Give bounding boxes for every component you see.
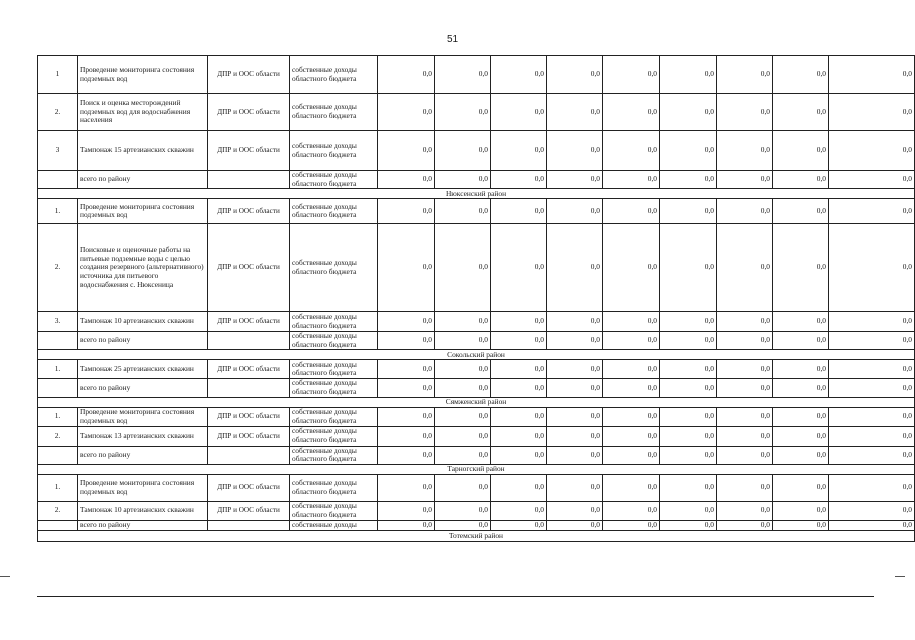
district-heading-row bbox=[38, 530, 915, 541]
funding-value: 0,0 bbox=[660, 224, 717, 312]
funding-value: 0,0 bbox=[660, 94, 717, 131]
funding-value: 0,0 bbox=[773, 56, 829, 94]
funding-value: 0,0 bbox=[435, 199, 491, 224]
measure-name: Тампонаж 25 артезианских скважин bbox=[78, 360, 208, 379]
funding-value: 0,0 bbox=[491, 332, 547, 350]
funding-value: 0,0 bbox=[378, 474, 435, 501]
funding-value: 0,0 bbox=[773, 224, 829, 312]
funding-value: 0,0 bbox=[378, 312, 435, 332]
funding-value: 0,0 bbox=[773, 520, 829, 530]
funding-value: 0,0 bbox=[717, 407, 773, 426]
funding-value: 0,0 bbox=[829, 312, 915, 332]
funding-value: 0,0 bbox=[491, 224, 547, 312]
measure-row bbox=[38, 199, 915, 224]
funding-value: 0,0 bbox=[829, 332, 915, 350]
measure-row bbox=[38, 224, 915, 312]
responsible-executor: ДПР и ООС области bbox=[208, 131, 290, 171]
funding-value: 0,0 bbox=[603, 501, 660, 520]
funding-value: 0,0 bbox=[491, 520, 547, 530]
funding-value: 0,0 bbox=[435, 360, 491, 379]
funding-value: 0,0 bbox=[773, 446, 829, 464]
funding-value: 0,0 bbox=[435, 426, 491, 446]
row-number bbox=[38, 171, 78, 189]
funding-source: собственные доходы bbox=[290, 520, 378, 530]
funding-value: 0,0 bbox=[603, 131, 660, 171]
funding-value: 0,0 bbox=[435, 332, 491, 350]
measure-name: всего по району bbox=[78, 446, 208, 464]
funding-value: 0,0 bbox=[717, 426, 773, 446]
row-number: 2. bbox=[38, 94, 78, 131]
row-number bbox=[38, 379, 78, 397]
funding-value: 0,0 bbox=[491, 360, 547, 379]
funding-value: 0,0 bbox=[603, 474, 660, 501]
funding-value: 0,0 bbox=[660, 379, 717, 397]
funding-value: 0,0 bbox=[378, 379, 435, 397]
responsible-executor: ДПР и ООС области bbox=[208, 426, 290, 446]
funding-value: 0,0 bbox=[773, 171, 829, 189]
funding-value: 0,0 bbox=[547, 426, 603, 446]
funding-source: собственные доходы областного бюджета bbox=[290, 312, 378, 332]
funding-value: 0,0 bbox=[660, 446, 717, 464]
funding-source: собственные доходы областного бюджета bbox=[290, 426, 378, 446]
funding-value: 0,0 bbox=[773, 94, 829, 131]
funding-value: 0,0 bbox=[660, 474, 717, 501]
measure-row bbox=[38, 94, 915, 131]
funding-value: 0,0 bbox=[603, 360, 660, 379]
funding-value: 0,0 bbox=[829, 360, 915, 379]
measure-row bbox=[38, 360, 915, 379]
funding-value: 0,0 bbox=[435, 446, 491, 464]
row-number: 1. bbox=[38, 360, 78, 379]
responsible-executor bbox=[208, 379, 290, 397]
district-heading: Сокольский район bbox=[38, 350, 915, 360]
row-number: 3 bbox=[38, 131, 78, 171]
funding-value: 0,0 bbox=[378, 360, 435, 379]
funding-value: 0,0 bbox=[773, 474, 829, 501]
district-total-row bbox=[38, 171, 915, 189]
district-heading-row bbox=[38, 464, 915, 474]
responsible-executor: ДПР и ООС области bbox=[208, 407, 290, 426]
funding-value: 0,0 bbox=[603, 332, 660, 350]
funding-value: 0,0 bbox=[603, 224, 660, 312]
row-number: 2. bbox=[38, 501, 78, 520]
funding-value: 0,0 bbox=[660, 56, 717, 94]
funding-source: собственные доходы областного бюджета bbox=[290, 501, 378, 520]
funding-value: 0,0 bbox=[435, 224, 491, 312]
funding-value: 0,0 bbox=[829, 379, 915, 397]
responsible-executor: ДПР и ООС области bbox=[208, 312, 290, 332]
responsible-executor bbox=[208, 332, 290, 350]
funding-value: 0,0 bbox=[717, 332, 773, 350]
funding-value: 0,0 bbox=[491, 501, 547, 520]
funding-value: 0,0 bbox=[378, 520, 435, 530]
funding-value: 0,0 bbox=[378, 224, 435, 312]
funding-value: 0,0 bbox=[603, 94, 660, 131]
funding-source: собственные доходы областного бюджета bbox=[290, 360, 378, 379]
responsible-executor bbox=[208, 171, 290, 189]
funding-value: 0,0 bbox=[773, 379, 829, 397]
funding-value: 0,0 bbox=[378, 501, 435, 520]
funding-value: 0,0 bbox=[660, 312, 717, 332]
funding-source: собственные доходы областного бюджета bbox=[290, 407, 378, 426]
funding-value: 0,0 bbox=[717, 312, 773, 332]
funding-value: 0,0 bbox=[717, 56, 773, 94]
funding-value: 0,0 bbox=[547, 360, 603, 379]
measure-name: Проведение мониторинга состояния подземных вод bbox=[78, 56, 208, 94]
funding-value: 0,0 bbox=[435, 407, 491, 426]
row-number: 1. bbox=[38, 199, 78, 224]
funding-value: 0,0 bbox=[547, 131, 603, 171]
funding-value: 0,0 bbox=[491, 56, 547, 94]
funding-value: 0,0 bbox=[660, 332, 717, 350]
funding-value: 0,0 bbox=[660, 360, 717, 379]
district-heading-row bbox=[38, 189, 915, 199]
measure-row bbox=[38, 131, 915, 171]
budget-table bbox=[37, 55, 915, 542]
funding-value: 0,0 bbox=[547, 332, 603, 350]
responsible-executor: ДПР и ООС области bbox=[208, 199, 290, 224]
measure-name: Поиск и оценка месторождений подземных вод для водоснабжения населения bbox=[78, 94, 208, 131]
funding-source: собственные доходы областного бюджета bbox=[290, 131, 378, 171]
funding-value: 0,0 bbox=[547, 446, 603, 464]
funding-value: 0,0 bbox=[717, 501, 773, 520]
funding-value: 0,0 bbox=[547, 474, 603, 501]
funding-value: 0,0 bbox=[717, 474, 773, 501]
measure-row bbox=[38, 501, 915, 520]
funding-value: 0,0 bbox=[829, 474, 915, 501]
row-number: 1. bbox=[38, 474, 78, 501]
funding-source: собственные доходы областного бюджета bbox=[290, 56, 378, 94]
funding-value: 0,0 bbox=[491, 379, 547, 397]
funding-value: 0,0 bbox=[660, 407, 717, 426]
district-total-row bbox=[38, 446, 915, 464]
funding-value: 0,0 bbox=[491, 474, 547, 501]
funding-value: 0,0 bbox=[603, 379, 660, 397]
scan-mark-left bbox=[0, 576, 10, 577]
measure-name: Проведение мониторинга состояния подземных вод bbox=[78, 474, 208, 501]
funding-value: 0,0 bbox=[829, 407, 915, 426]
responsible-executor bbox=[208, 446, 290, 464]
funding-value: 0,0 bbox=[547, 312, 603, 332]
measure-row bbox=[38, 474, 915, 501]
row-number: 3. bbox=[38, 312, 78, 332]
funding-value: 0,0 bbox=[435, 379, 491, 397]
funding-source: собственные доходы областного бюджета bbox=[290, 474, 378, 501]
row-number: 2. bbox=[38, 426, 78, 446]
funding-value: 0,0 bbox=[491, 426, 547, 446]
responsible-executor: ДПР и ООС области bbox=[208, 94, 290, 131]
funding-value: 0,0 bbox=[773, 199, 829, 224]
funding-value: 0,0 bbox=[378, 131, 435, 171]
row-number: 2. bbox=[38, 224, 78, 312]
funding-value: 0,0 bbox=[603, 446, 660, 464]
funding-value: 0,0 bbox=[660, 131, 717, 171]
funding-value: 0,0 bbox=[829, 501, 915, 520]
funding-value: 0,0 bbox=[603, 426, 660, 446]
funding-value: 0,0 bbox=[603, 171, 660, 189]
funding-value: 0,0 bbox=[435, 474, 491, 501]
district-heading-row bbox=[38, 350, 915, 360]
funding-source: собственные доходы областного бюджета bbox=[290, 446, 378, 464]
funding-value: 0,0 bbox=[717, 94, 773, 131]
responsible-executor: ДПР и ООС области bbox=[208, 224, 290, 312]
measure-row bbox=[38, 56, 915, 94]
funding-value: 0,0 bbox=[378, 446, 435, 464]
funding-value: 0,0 bbox=[378, 199, 435, 224]
funding-value: 0,0 bbox=[435, 520, 491, 530]
funding-value: 0,0 bbox=[717, 360, 773, 379]
funding-value: 0,0 bbox=[603, 312, 660, 332]
funding-value: 0,0 bbox=[491, 446, 547, 464]
funding-value: 0,0 bbox=[378, 56, 435, 94]
district-heading: Нюксенский район bbox=[38, 189, 915, 199]
funding-source: собственные доходы областного бюджета bbox=[290, 379, 378, 397]
district-heading: Сямженский район bbox=[38, 397, 915, 407]
bottom-rule bbox=[37, 596, 874, 597]
funding-value: 0,0 bbox=[547, 94, 603, 131]
responsible-executor: ДПР и ООС области bbox=[208, 474, 290, 501]
row-number bbox=[38, 520, 78, 530]
funding-value: 0,0 bbox=[435, 501, 491, 520]
row-number bbox=[38, 446, 78, 464]
measure-name: Тампонаж 10 артезианских скважин bbox=[78, 312, 208, 332]
responsible-executor: ДПР и ООС области bbox=[208, 501, 290, 520]
district-heading: Тарногский район bbox=[38, 464, 915, 474]
funding-value: 0,0 bbox=[603, 56, 660, 94]
funding-value: 0,0 bbox=[547, 501, 603, 520]
funding-value: 0,0 bbox=[378, 426, 435, 446]
measure-name: Поисковые и оценочные работы на питьевые подземные воды с целью создания резервного (альтернативного) источника для питьевого водоснабжения с. Нюксеница bbox=[78, 224, 208, 312]
funding-value: 0,0 bbox=[829, 94, 915, 131]
measure-name: Проведение мониторинга состояния подземных вод bbox=[78, 407, 208, 426]
funding-value: 0,0 bbox=[491, 199, 547, 224]
funding-value: 0,0 bbox=[491, 131, 547, 171]
measure-name: Тампонаж 13 артезианских скважин bbox=[78, 426, 208, 446]
funding-source: собственные доходы областного бюджета bbox=[290, 171, 378, 189]
district-heading: Тотемский район bbox=[38, 530, 915, 541]
district-total-row bbox=[38, 520, 915, 530]
responsible-executor bbox=[208, 520, 290, 530]
funding-value: 0,0 bbox=[660, 426, 717, 446]
measure-row bbox=[38, 407, 915, 426]
funding-value: 0,0 bbox=[829, 199, 915, 224]
funding-value: 0,0 bbox=[717, 520, 773, 530]
funding-value: 0,0 bbox=[773, 360, 829, 379]
funding-value: 0,0 bbox=[660, 501, 717, 520]
district-total-row bbox=[38, 379, 915, 397]
funding-value: 0,0 bbox=[829, 446, 915, 464]
measure-name: всего по району bbox=[78, 379, 208, 397]
measure-row bbox=[38, 426, 915, 446]
district-total-row bbox=[38, 332, 915, 350]
funding-value: 0,0 bbox=[773, 131, 829, 171]
funding-value: 0,0 bbox=[717, 131, 773, 171]
funding-value: 0,0 bbox=[660, 171, 717, 189]
measure-name: всего по району bbox=[78, 171, 208, 189]
funding-value: 0,0 bbox=[547, 56, 603, 94]
funding-value: 0,0 bbox=[603, 199, 660, 224]
responsible-executor: ДПР и ООС области bbox=[208, 56, 290, 94]
funding-value: 0,0 bbox=[491, 407, 547, 426]
responsible-executor: ДПР и ООС области bbox=[208, 360, 290, 379]
row-number: 1 bbox=[38, 56, 78, 94]
funding-value: 0,0 bbox=[829, 426, 915, 446]
funding-value: 0,0 bbox=[547, 379, 603, 397]
page-number: 51 bbox=[446, 34, 459, 45]
funding-value: 0,0 bbox=[547, 520, 603, 530]
funding-value: 0,0 bbox=[717, 171, 773, 189]
funding-value: 0,0 bbox=[773, 407, 829, 426]
funding-value: 0,0 bbox=[773, 332, 829, 350]
funding-source: собственные доходы областного бюджета bbox=[290, 199, 378, 224]
measure-name: Тампонаж 15 артезианских скважин bbox=[78, 131, 208, 171]
funding-value: 0,0 bbox=[378, 94, 435, 131]
funding-value: 0,0 bbox=[829, 131, 915, 171]
funding-value: 0,0 bbox=[773, 312, 829, 332]
funding-source: собственные доходы областного бюджета bbox=[290, 332, 378, 350]
funding-value: 0,0 bbox=[547, 199, 603, 224]
funding-value: 0,0 bbox=[491, 312, 547, 332]
district-heading-row bbox=[38, 397, 915, 407]
funding-value: 0,0 bbox=[435, 131, 491, 171]
measure-name: Проведение мониторинга состояния подземных вод bbox=[78, 199, 208, 224]
funding-source: собственные доходы областного бюджета bbox=[290, 94, 378, 131]
funding-value: 0,0 bbox=[435, 312, 491, 332]
funding-value: 0,0 bbox=[603, 520, 660, 530]
measure-name: всего по району bbox=[78, 332, 208, 350]
funding-value: 0,0 bbox=[603, 407, 660, 426]
funding-value: 0,0 bbox=[717, 446, 773, 464]
measure-row bbox=[38, 312, 915, 332]
funding-value: 0,0 bbox=[547, 224, 603, 312]
funding-value: 0,0 bbox=[378, 332, 435, 350]
funding-value: 0,0 bbox=[717, 224, 773, 312]
funding-value: 0,0 bbox=[773, 426, 829, 446]
funding-value: 0,0 bbox=[717, 199, 773, 224]
funding-value: 0,0 bbox=[378, 171, 435, 189]
funding-value: 0,0 bbox=[660, 199, 717, 224]
funding-value: 0,0 bbox=[717, 379, 773, 397]
funding-value: 0,0 bbox=[829, 56, 915, 94]
row-number: 1. bbox=[38, 407, 78, 426]
measure-name: Тампонаж 10 артезианских скважин bbox=[78, 501, 208, 520]
funding-value: 0,0 bbox=[829, 171, 915, 189]
funding-value: 0,0 bbox=[773, 501, 829, 520]
funding-value: 0,0 bbox=[435, 56, 491, 94]
funding-value: 0,0 bbox=[547, 407, 603, 426]
funding-source: собственные доходы областного бюджета bbox=[290, 224, 378, 312]
funding-value: 0,0 bbox=[660, 520, 717, 530]
scan-mark-right bbox=[895, 576, 905, 577]
funding-value: 0,0 bbox=[547, 171, 603, 189]
funding-value: 0,0 bbox=[829, 520, 915, 530]
funding-value: 0,0 bbox=[491, 171, 547, 189]
funding-value: 0,0 bbox=[435, 171, 491, 189]
funding-value: 0,0 bbox=[435, 94, 491, 131]
measure-name: всего по району bbox=[78, 520, 208, 530]
row-number bbox=[38, 332, 78, 350]
funding-value: 0,0 bbox=[829, 224, 915, 312]
funding-value: 0,0 bbox=[378, 407, 435, 426]
funding-value: 0,0 bbox=[491, 94, 547, 131]
